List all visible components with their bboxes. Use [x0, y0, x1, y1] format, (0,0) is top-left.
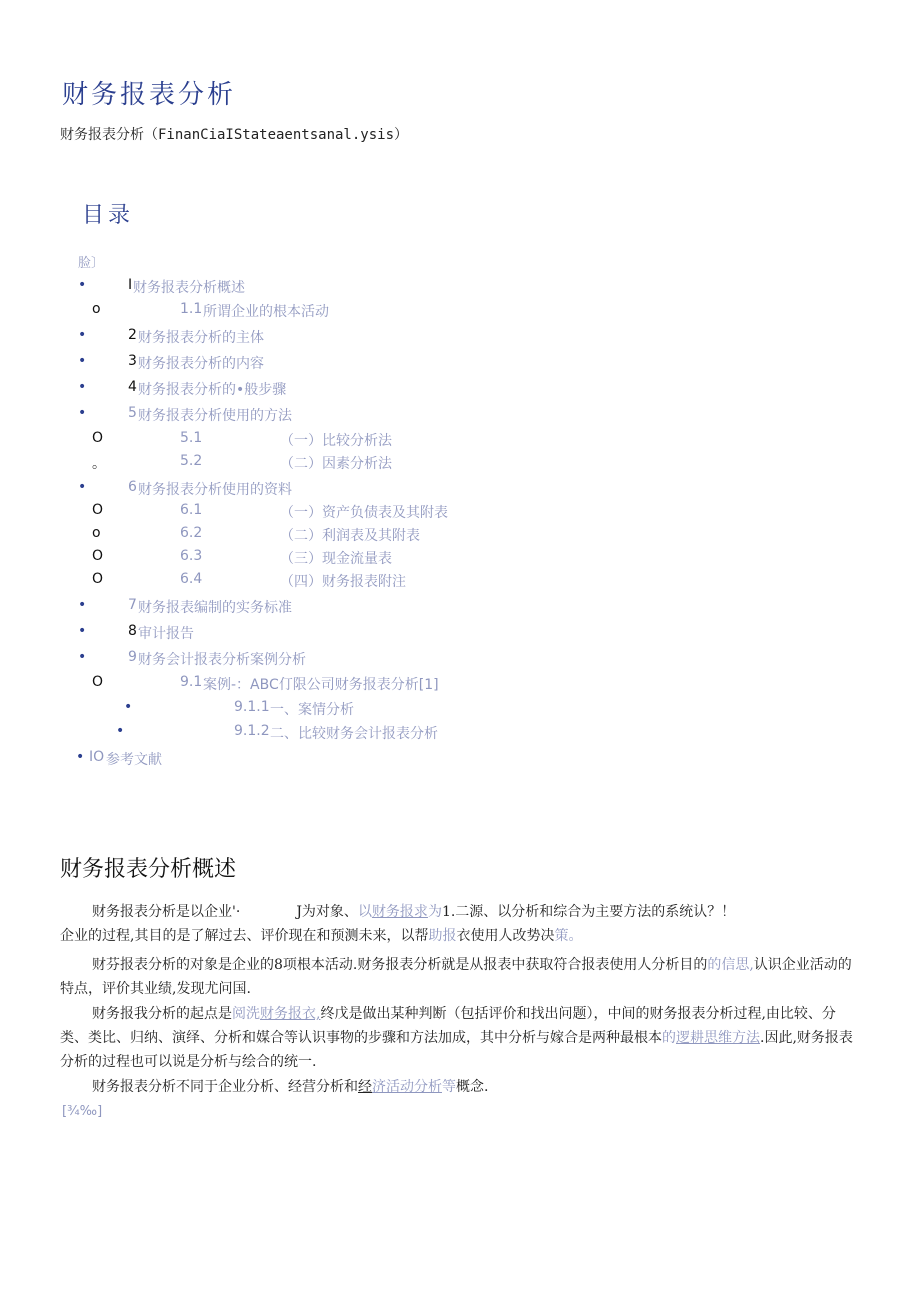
- paragraph-2: [60, 953, 860, 1001]
- toc-item-number: [180, 571, 202, 587]
- page-title: 财务报表分析: [62, 80, 237, 110]
- toc-item-label[interactable]: 审计报告: [138, 626, 194, 642]
- toc-item-number: [180, 674, 202, 690]
- toc-item-number-light: 1.1: [180, 301, 203, 317]
- toc-item-number: [234, 723, 270, 739]
- toc-item-number-dark: 4: [128, 379, 137, 395]
- p4-text-e: 概念.: [456, 1079, 489, 1095]
- toc-item-label[interactable]: 财务报表编制的实务标准: [138, 600, 292, 616]
- p2-link-information[interactable]: 的信思,: [707, 957, 754, 973]
- p1-text-g: 企业的过程,其目的是了解过去、评价现在和预测未来，以帮: [60, 928, 429, 944]
- toc-item-label[interactable]: 案例-：ABC仃限公司财务报表分析[1]: [203, 677, 439, 693]
- toc-item-label[interactable]: 财务报表分析的•般步骤: [138, 382, 287, 398]
- toc-item-number-light: 9.1: [180, 674, 203, 690]
- toc-bullet: O: [92, 548, 104, 564]
- toc-item-label[interactable]: （四）财务报表附注: [280, 574, 406, 590]
- toc-bullet: o: [92, 301, 101, 317]
- p1-link-financial-report[interactable]: 财务报求: [371, 904, 428, 920]
- toc-item-number: [128, 623, 137, 639]
- toc-bullet: •: [78, 649, 87, 665]
- paragraph-3: [60, 1002, 860, 1074]
- toc-item-number: [128, 405, 137, 421]
- toc-item-number: [128, 479, 137, 495]
- toc-item-label[interactable]: 参考文献: [106, 752, 162, 768]
- p4-link-economic-activity-analysis[interactable]: 济活动分析: [372, 1079, 442, 1095]
- toc-bullet: 。: [92, 456, 106, 472]
- toc-item-number-light: IO: [89, 749, 105, 765]
- toc-item-number-light: 7: [128, 597, 137, 613]
- toc-item-label[interactable]: 财务报表分析的内容: [138, 356, 264, 372]
- paragraph-1: [60, 900, 860, 948]
- toc-item-number: [128, 277, 132, 293]
- p4-text-a: 财务报表分析不同于企业分析、经营分析和: [92, 1079, 358, 1095]
- toc-bullet: •: [78, 597, 87, 613]
- toc-item-number-light: 6.3: [180, 548, 203, 564]
- toc-item-number-dark: 3: [128, 353, 137, 369]
- p3-link-read[interactable]: 阅洗: [232, 1006, 260, 1022]
- p1-link-c[interactable]: 以: [357, 904, 372, 920]
- p4-link-b[interactable]: 经: [358, 1079, 372, 1095]
- toc-item-number-light: 6.1: [180, 502, 203, 518]
- toc-bullet: O: [92, 674, 104, 690]
- toc-item-label[interactable]: （二）利润表及其附表: [280, 528, 420, 544]
- footnote-link[interactable]: [¾‰]: [62, 1104, 103, 1119]
- toc-bullet: •: [76, 749, 85, 765]
- toc-item-number: [180, 525, 202, 541]
- toc-item-label[interactable]: 财务报表分析使用的资料: [138, 482, 292, 498]
- toc-item-number: [128, 649, 137, 665]
- toc-heading: 目录: [82, 203, 135, 228]
- toc-item-number-light: 5: [128, 405, 137, 421]
- p3-text-g: .因此,财务报表分析的过程也可以说是分析与绘合的统一.: [60, 1030, 853, 1070]
- toc-bullet: •: [78, 379, 87, 395]
- toc-bullet: O: [92, 430, 104, 446]
- p2-text-c: 认识企业活动的特点，评价其业绩,发现尤问国.: [60, 957, 852, 997]
- toc-item-number: [89, 749, 104, 765]
- toc-bullet: •: [78, 623, 87, 639]
- toc-item-number-dark: 8: [128, 623, 137, 639]
- toc-item-number: [180, 453, 202, 469]
- toc-item-number: [128, 353, 137, 369]
- paragraph-4: [60, 1075, 860, 1099]
- toc-item-number: [234, 699, 270, 715]
- p3-text-d: 终戊是做出某种判断（包括评价和找出问题），中间的财务报表分析过程,由比较、分类、类比、归纳、演绎、分析和媒合等认识事物的步骤和方法加成，其中分析与嫁合是两种最根本: [60, 1006, 836, 1046]
- toc-item-number-light: 5.1: [180, 430, 203, 446]
- p2-text-a: 财芬报表分析的对象是企业的8项根本活动.财务报表分析就是从报表中获取符合报表使用人分析目的: [92, 957, 708, 973]
- toc-bullet: •: [78, 327, 87, 343]
- toc-item-number: [180, 301, 202, 317]
- toc-item-label[interactable]: （二）因素分析法: [280, 456, 392, 472]
- toc-item-number: [180, 502, 202, 518]
- toc-item-number-light: 6.2: [180, 525, 203, 541]
- toc-note: 脸〕: [78, 256, 105, 271]
- toc-item-label[interactable]: 财务报表分析的主体: [138, 330, 264, 346]
- toc-item-number-light: 5.2: [180, 453, 203, 469]
- toc-item-label[interactable]: 二、比较财务会计报表分析: [270, 726, 438, 742]
- toc-item-number-light: 9.1.2: [234, 723, 270, 739]
- toc-item-number: [128, 597, 137, 613]
- p4-link-d[interactable]: 等: [442, 1079, 456, 1095]
- toc-item-label[interactable]: （一）比较分析法: [280, 433, 392, 449]
- p3-link-financial-report[interactable]: 财务报衣,: [260, 1006, 321, 1022]
- toc-item-label[interactable]: （一）资产负债表及其附表: [280, 505, 448, 521]
- toc-item-label[interactable]: 财务报表分析概述: [133, 280, 245, 296]
- p1-link-e[interactable]: 为: [427, 904, 442, 920]
- p1-link-h[interactable]: 助报: [428, 928, 457, 944]
- p3-link-logical-thinking[interactable]: 逻耕思维方法: [676, 1030, 760, 1046]
- section-title: 财务报表分析概述: [60, 857, 237, 882]
- toc-bullet: o: [92, 525, 101, 541]
- toc-bullet: •: [78, 479, 87, 495]
- toc-bullet: O: [92, 502, 104, 518]
- p3-link-e[interactable]: 的: [662, 1030, 676, 1046]
- toc-item-label[interactable]: 所谓企业的根本活动: [203, 304, 329, 320]
- toc-bullet: •: [116, 723, 125, 739]
- p1-text-a: 财务报表分析是以企业'·: [92, 904, 241, 920]
- p1-text-b: J为对象、: [296, 904, 358, 920]
- p1-link-j[interactable]: 策。: [554, 928, 583, 944]
- toc-item-label[interactable]: 财务报表分析使用的方法: [138, 408, 292, 424]
- toc-item-number-light: 9.1.1: [234, 699, 270, 715]
- p3-text-a: 财务报我分析的起点是: [92, 1006, 232, 1022]
- toc-item-number-dark: I: [128, 277, 133, 293]
- toc-item-label[interactable]: 财务会计报表分析案例分析: [138, 652, 306, 668]
- toc-item-number: [128, 379, 137, 395]
- toc-item-label[interactable]: 一、案情分析: [270, 702, 354, 718]
- toc-item-number-light: 6.4: [180, 571, 203, 587]
- toc-bullet: •: [78, 353, 87, 369]
- toc-bullet: •: [78, 277, 87, 293]
- toc-item-number-light: 9: [128, 649, 137, 665]
- toc-item-number: [128, 327, 137, 343]
- toc-item-number: [180, 548, 202, 564]
- p1-text-i: 衣使用人改势决: [456, 928, 555, 944]
- toc-bullet: O: [92, 571, 104, 587]
- p1-text-f: 1.二源、以分析和综合为主要方法的系统认？！: [441, 904, 736, 920]
- toc-item-label[interactable]: （三）现金流量表: [280, 551, 392, 567]
- toc-item-number-dark: 2: [128, 327, 137, 343]
- toc-item-number: [180, 430, 202, 446]
- toc-bullet: •: [124, 699, 133, 715]
- toc-item-number-light: 6: [128, 479, 137, 495]
- toc-bullet: •: [78, 405, 87, 421]
- page-subtitle: 财务报表分析（FinanCiaIStateaentsanal.ysis）: [60, 127, 409, 143]
